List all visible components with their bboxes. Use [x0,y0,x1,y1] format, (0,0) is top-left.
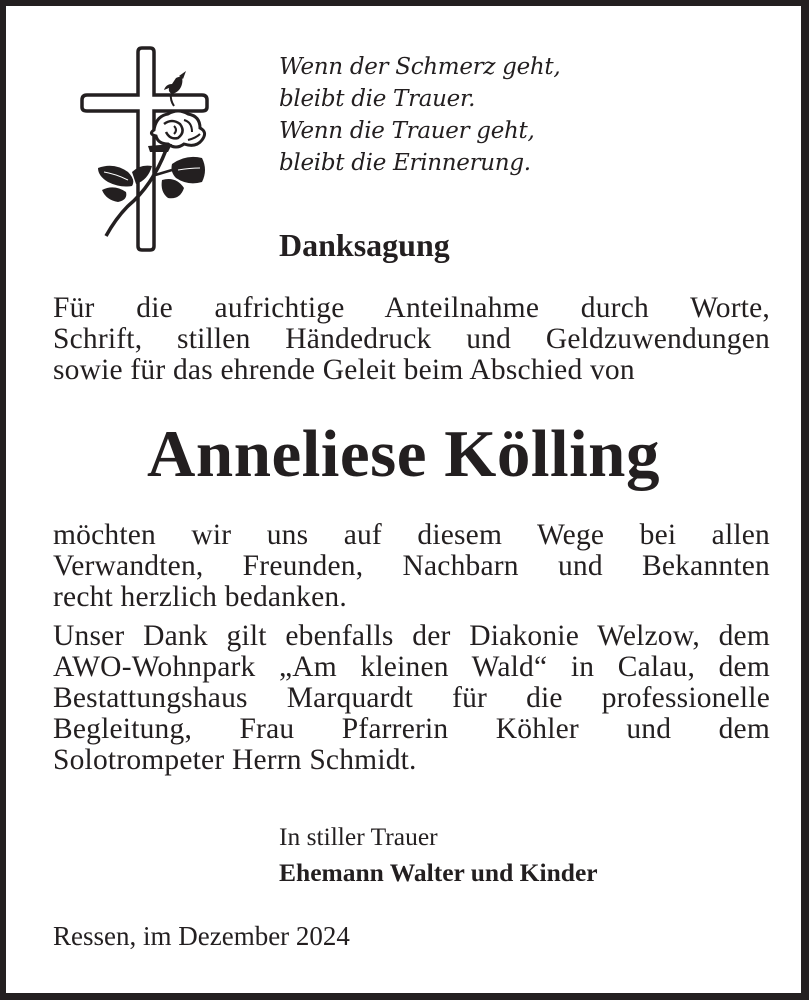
text-line: Schrift, stillen Händedruck und Geldzuwendungen [53,323,770,355]
special-thanks-paragraph [53,621,770,776]
poem-line: bleibt die Trauer. [279,86,476,112]
text-line: möchten wir uns auf diesem Wege bei allen [53,519,770,551]
thanks-paragraph [53,520,770,613]
mourning-phrase: In stiller Trauer [279,822,438,851]
text-line: Bestattungshaus Marquardt für die professionelle [53,682,770,714]
poem-line: Wenn die Trauer geht, [279,118,535,144]
text-line: AWO-Wohnpark „Am kleinen Wald“ in Calau, dem [53,651,770,683]
memorial-poem [279,51,560,179]
cross-with-rose-icon [76,46,216,252]
text-line: Für die aufrichtige Anteilnahme durch Worte, [53,292,770,324]
poem-line: bleibt die Erinnerung. [279,150,531,176]
text-line: recht herzlich bedanken. [53,581,347,613]
text-line: Solotrompeter Herrn Schmidt. [53,744,417,776]
text-line: Unser Dank gilt ebenfalls der Diakonie Welzow, dem [53,620,770,652]
place-and-date: Ressen, im Dezember 2024 [53,921,350,951]
text-line: Begleitung, Frau Pfarrerin Köhler und dem [53,713,770,745]
deceased-name: Anneliese Kölling [147,417,660,491]
intro-paragraph [53,293,770,386]
notice-heading: Danksagung [279,227,450,263]
poem-line: Wenn der Schmerz geht, [279,54,561,80]
text-line: Verwandten, Freunden, Nachbarn und Bekannten [53,550,770,582]
mourners-names: Ehemann Walter und Kinder [279,858,598,887]
text-line: sowie für das ehrende Geleit beim Abschied von [53,354,635,386]
signature-block [279,819,598,891]
